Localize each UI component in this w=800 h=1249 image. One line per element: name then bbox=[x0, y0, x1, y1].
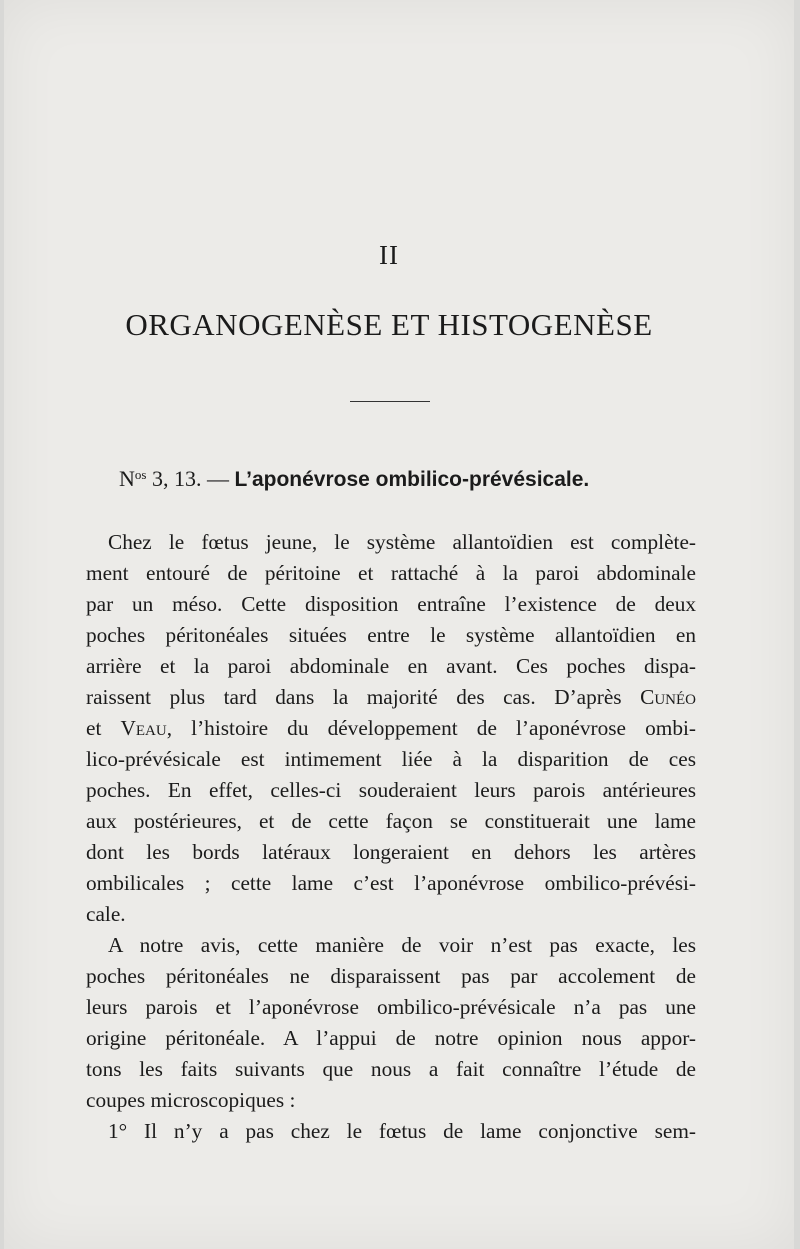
text-line: cale. bbox=[86, 902, 126, 926]
author-name-cuneo: Cunéo bbox=[640, 685, 696, 709]
text-line: ment entouré de péritoine et rattaché à la paroi abdominale bbox=[86, 561, 696, 585]
book-page bbox=[4, 0, 794, 1249]
text-fragment: , l’histoire du développement de l’aponévrose ombi- bbox=[166, 716, 696, 740]
text-line: lico-prévésicale est intimement liée à la disparition de ces bbox=[86, 747, 696, 771]
chapter-number: II bbox=[379, 240, 399, 270]
text-line bbox=[86, 682, 696, 713]
author-name-veau: Veau bbox=[120, 716, 167, 740]
text-line: 1° Il n’y a pas chez le fœtus de lame conjonctive sem- bbox=[108, 1119, 696, 1143]
text-fragment: raissent plus tard dans la majorité des cas. D’après bbox=[86, 685, 641, 709]
text-line: coupes microscopiques : bbox=[86, 1088, 296, 1112]
section-numbers-prefix: N bbox=[119, 466, 135, 491]
body-text bbox=[86, 527, 696, 1147]
text-fragment: et bbox=[86, 716, 121, 740]
text-line: poches péritonéales ne disparaissent pas par accolement de bbox=[86, 964, 696, 988]
section-numbers: 3, 13. — bbox=[146, 466, 235, 491]
text-line: tons les faits suivants que nous a fait connaître l’étude de bbox=[86, 1057, 696, 1081]
section-numbers-superscript: os bbox=[134, 467, 147, 482]
text-line: ombilicales ; cette lame c’est l’aponévrose ombilico-prévési- bbox=[86, 871, 696, 895]
text-line: dont les bords latéraux longeraient en dehors les artères bbox=[86, 840, 696, 864]
text-line: poches. En effet, celles-ci souderaient leurs parois antérieures bbox=[86, 778, 696, 802]
text-line: leurs parois et l’aponévrose ombilico-prévésicale n’a pas une bbox=[86, 995, 696, 1019]
text-line: aux postérieures, et de cette façon se constituerait une lame bbox=[86, 809, 696, 833]
text-line: arrière et la paroi abdominale en avant. Ces poches dispa- bbox=[86, 654, 696, 678]
text-line: Chez le fœtus jeune, le système allantoïdien est complète- bbox=[108, 530, 696, 554]
text-line: poches péritonéales situées entre le système allantoïdien en bbox=[86, 623, 696, 647]
section-title: L’aponévrose ombilico-prévésicale. bbox=[234, 468, 590, 491]
chapter-title: ORGANOGENÈSE ET HISTOGENÈSE bbox=[125, 307, 653, 342]
text-line: origine péritonéale. A l’appui de notre opinion nous appor- bbox=[86, 1026, 696, 1050]
title-divider bbox=[350, 401, 430, 402]
text-line bbox=[86, 713, 696, 744]
text-line: par un méso. Cette disposition entraîne l’existence de deux bbox=[86, 592, 696, 616]
section-heading bbox=[119, 466, 589, 492]
text-line: A notre avis, cette manière de voir n’est pas exacte, les bbox=[108, 933, 696, 957]
